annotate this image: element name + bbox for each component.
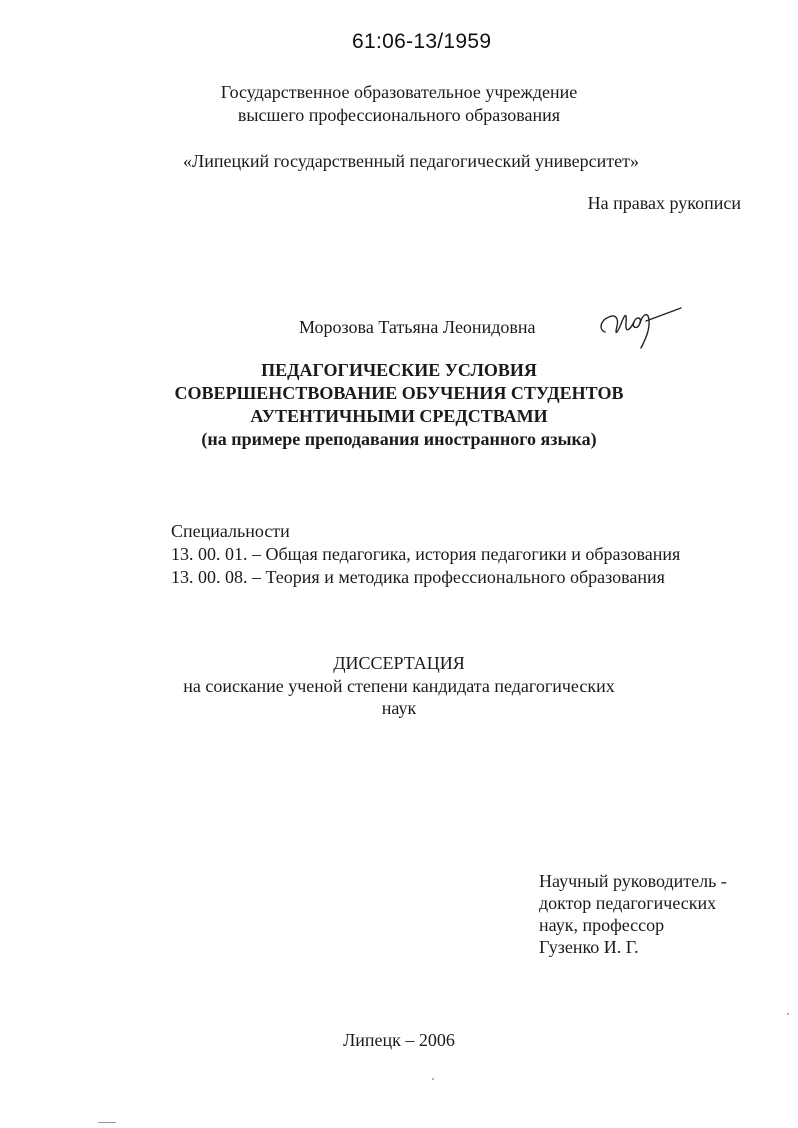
specialties-heading: Специальности: [171, 521, 290, 541]
specialty-item: 13. 00. 01. – Общая педагогика, история педагогики и образования: [171, 544, 681, 564]
scan-speck: [432, 1078, 434, 1080]
dissertation-line-1: на соискание ученой степени кандидата педагогических: [183, 676, 615, 696]
institution-line-1: Государственное образовательное учреждение: [220, 82, 578, 102]
supervisor-line-3: наук, профессор: [539, 915, 665, 935]
author-name: Морозова Татьяна Леонидовна: [299, 317, 536, 337]
specialty-item: 13. 00. 08. – Теория и методика профессионального образования: [171, 567, 665, 587]
supervisor-line-2: доктор педагогических: [539, 893, 717, 913]
dissertation-line-2: наук: [381, 698, 417, 718]
institution-line-2: высшего профессионального образования: [237, 105, 561, 125]
title-line-2: СОВЕРШЕНСТВОВАНИЕ ОБУЧЕНИЯ СТУДЕНТОВ: [174, 383, 624, 403]
scan-speck: [787, 1013, 789, 1015]
title-line-3: АУТЕНТИЧНЫМИ СРЕДСТВАМИ: [250, 406, 548, 426]
rights-note: На правах рукописи: [587, 193, 741, 213]
title-subtitle: (на примере преподавания иностранного языка): [201, 429, 597, 449]
supervisor-name: Гузенко И. Г.: [539, 937, 639, 957]
dissertation-heading: ДИССЕРТАЦИЯ: [333, 653, 465, 673]
title-line-1: ПЕДАГОГИЧЕСКИЕ УСЛОВИЯ: [261, 360, 537, 380]
author-signature: [593, 296, 687, 350]
university-name: «Липецкий государственный педагогический университет»: [183, 151, 639, 171]
scan-speck: [98, 1122, 116, 1123]
archive-stamp: 61:06-13/1959: [352, 30, 492, 53]
city-year: Липецк – 2006: [343, 1030, 455, 1050]
supervisor-line-1: Научный руководитель -: [539, 871, 727, 891]
